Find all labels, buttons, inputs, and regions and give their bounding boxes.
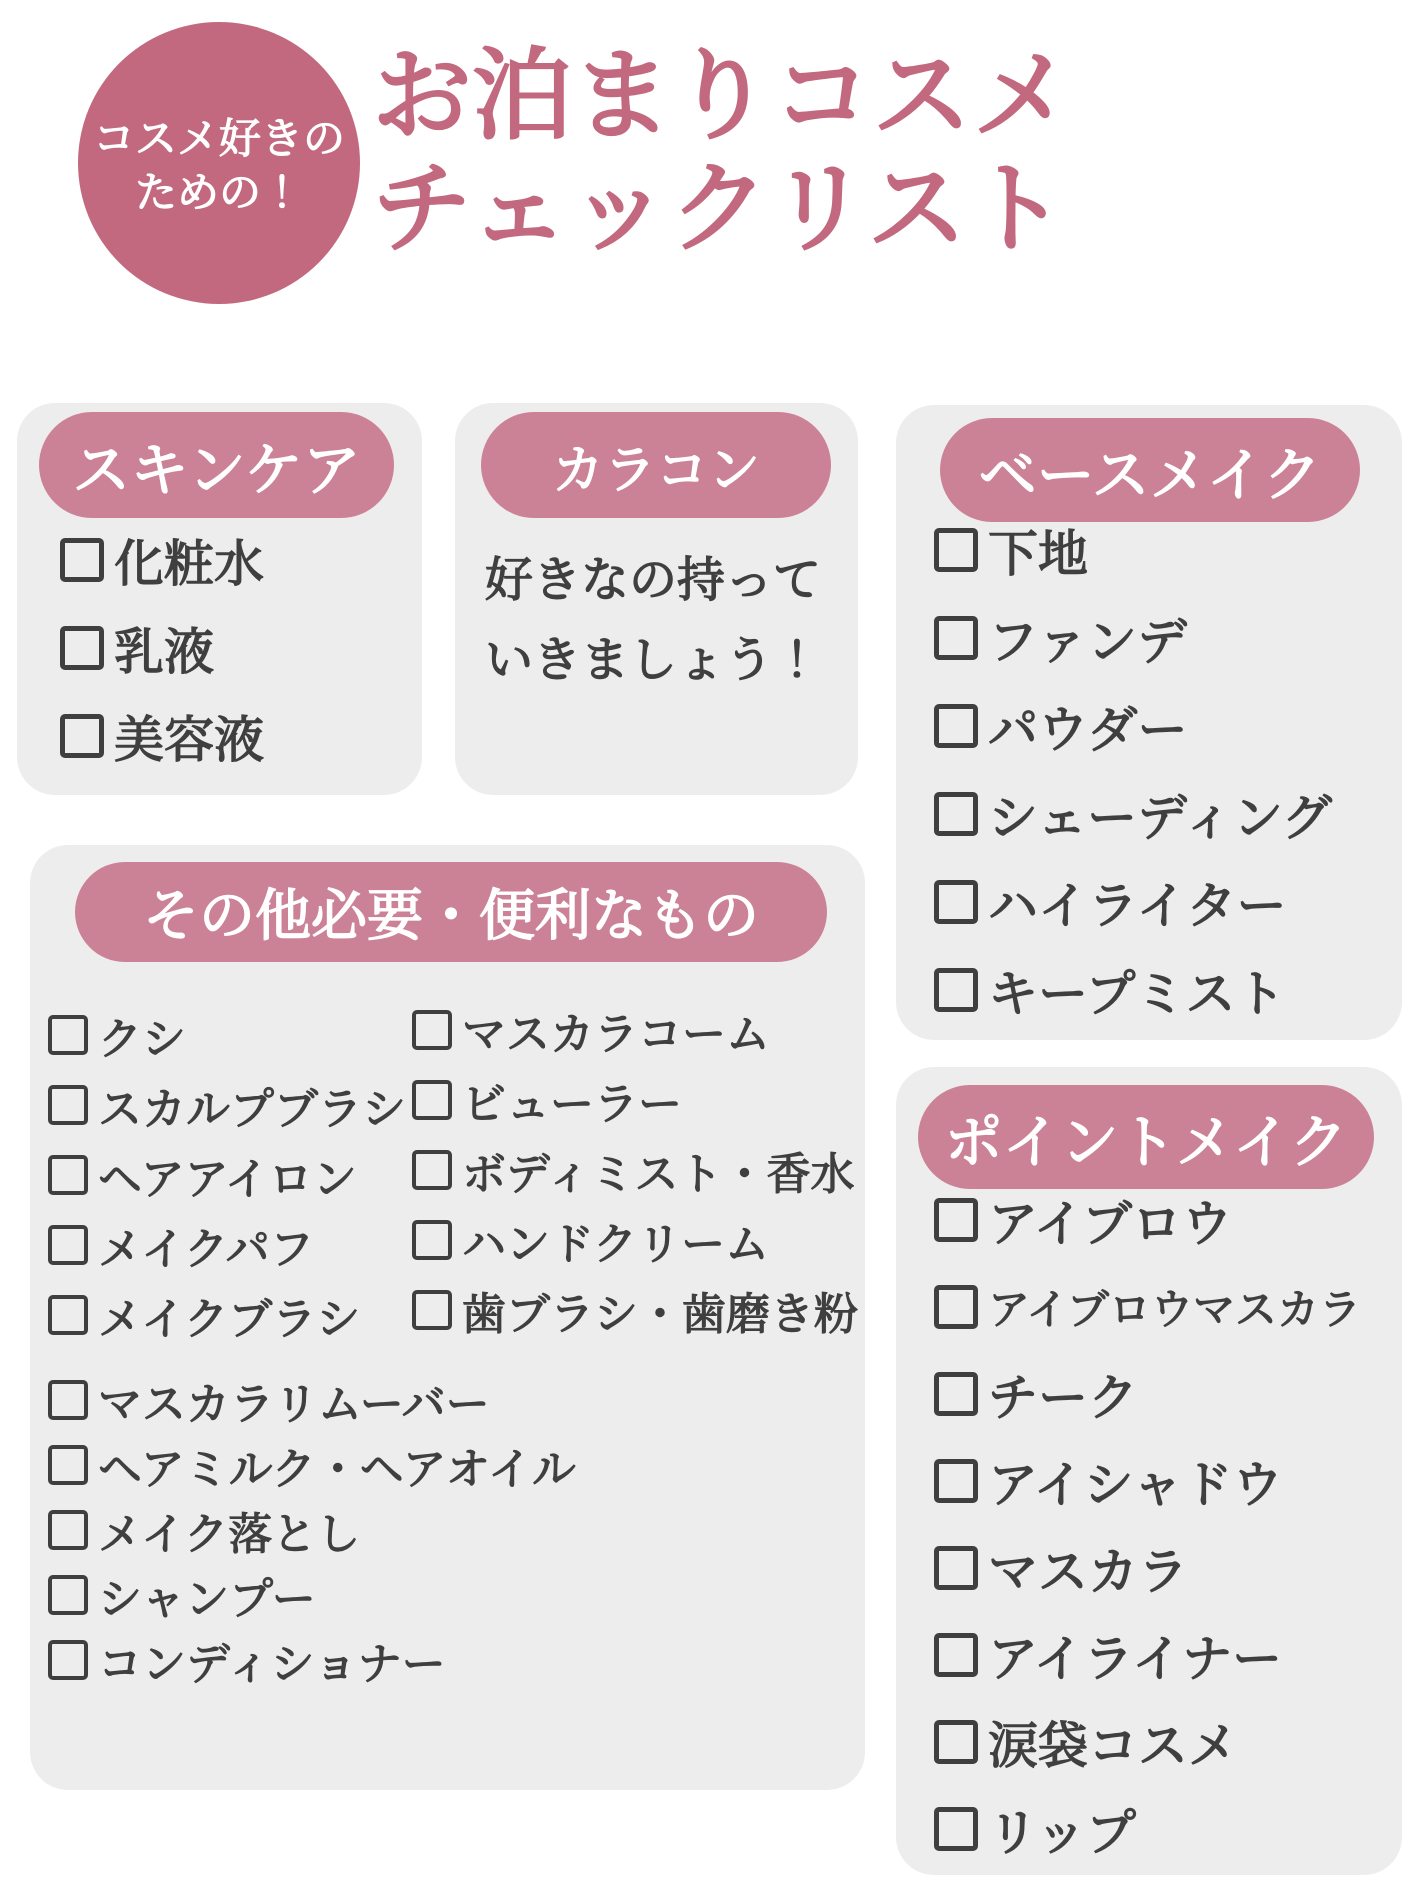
checklist-item bbox=[934, 1451, 1283, 1511]
checkbox[interactable] bbox=[412, 1220, 452, 1260]
checklist-item bbox=[412, 1210, 769, 1270]
checkbox[interactable] bbox=[48, 1085, 88, 1125]
section-point-makeup-header: ポイントメイク bbox=[918, 1085, 1374, 1189]
checklist-item bbox=[934, 960, 1286, 1020]
checkbox[interactable] bbox=[934, 968, 978, 1012]
checkbox[interactable] bbox=[48, 1295, 88, 1335]
checklist-item bbox=[412, 1280, 858, 1340]
checklist-item bbox=[48, 1215, 314, 1275]
checkbox[interactable] bbox=[48, 1575, 88, 1615]
checkbox[interactable] bbox=[934, 1633, 978, 1677]
item-label: 化粧水 bbox=[114, 536, 264, 592]
checklist-item bbox=[48, 1630, 446, 1690]
item-label: キープミスト bbox=[988, 966, 1286, 1022]
checkbox[interactable] bbox=[934, 1198, 978, 1242]
item-label: スカルプブラシ bbox=[98, 1085, 406, 1134]
checklist-item bbox=[934, 1538, 1188, 1598]
item-label: ヘアミルク・ヘアオイル bbox=[98, 1445, 576, 1494]
checkbox[interactable] bbox=[412, 1290, 452, 1330]
item-label: ビューラー bbox=[462, 1080, 682, 1129]
section-colorcon bbox=[455, 403, 858, 795]
item-label: ヘアアイロン bbox=[98, 1155, 357, 1204]
checkbox[interactable] bbox=[48, 1640, 88, 1680]
item-label: 歯ブラシ・歯磨き粉 bbox=[462, 1290, 858, 1339]
checkbox[interactable] bbox=[934, 880, 978, 924]
checklist-item bbox=[934, 872, 1287, 932]
checkbox[interactable] bbox=[934, 528, 978, 572]
badge-line2: ための！ bbox=[134, 169, 303, 216]
item-label: ボディミスト・香水 bbox=[462, 1150, 855, 1199]
checklist-item bbox=[934, 1712, 1238, 1772]
checkbox[interactable] bbox=[412, 1150, 452, 1190]
checkbox[interactable] bbox=[60, 714, 104, 758]
checklist-item bbox=[60, 618, 214, 678]
header-badge-circle bbox=[78, 22, 360, 304]
checkbox[interactable] bbox=[60, 538, 104, 582]
checkbox[interactable] bbox=[48, 1510, 88, 1550]
checklist-item bbox=[934, 1625, 1282, 1685]
checklist-item bbox=[412, 1000, 770, 1060]
item-label: アイブロウマスカラ bbox=[988, 1286, 1361, 1333]
item-label: ハンドクリーム bbox=[462, 1220, 770, 1269]
item-label: マスカラコーム bbox=[462, 1010, 770, 1059]
checkbox[interactable] bbox=[934, 1807, 978, 1851]
item-label: アイシャドウ bbox=[988, 1457, 1283, 1513]
checklist-item bbox=[412, 1140, 854, 1200]
colorcon-note-line1: 好きなの持って bbox=[485, 553, 822, 607]
checklist-item bbox=[48, 1435, 576, 1495]
item-label: コンディショナー bbox=[98, 1640, 446, 1689]
item-label: アイライナー bbox=[988, 1631, 1282, 1687]
checkbox[interactable] bbox=[934, 1546, 978, 1590]
checklist-item bbox=[48, 1005, 186, 1065]
checkbox[interactable] bbox=[48, 1155, 88, 1195]
section-skincare-header: スキンケア bbox=[39, 412, 394, 518]
checkbox[interactable] bbox=[48, 1015, 88, 1055]
checklist-item bbox=[934, 1364, 1138, 1424]
checklist-item bbox=[934, 1799, 1136, 1859]
checklist-item bbox=[48, 1500, 360, 1560]
section-point-makeup bbox=[896, 1067, 1402, 1875]
item-label: メイクパフ bbox=[98, 1225, 314, 1274]
checkbox[interactable] bbox=[412, 1010, 452, 1050]
item-label: 涙袋コスメ bbox=[988, 1718, 1238, 1774]
page-title-line1: お泊まりコスメ bbox=[372, 40, 1072, 152]
item-label: 乳液 bbox=[114, 624, 214, 680]
item-label: 下地 bbox=[988, 526, 1088, 582]
checkbox[interactable] bbox=[48, 1380, 88, 1420]
checkbox[interactable] bbox=[934, 1720, 978, 1764]
checkbox[interactable] bbox=[934, 1285, 978, 1329]
checklist-item bbox=[934, 696, 1188, 756]
item-label: クシ bbox=[98, 1015, 186, 1064]
checklist-item bbox=[934, 784, 1332, 844]
item-label: メイクブラシ bbox=[98, 1295, 361, 1344]
checklist-item bbox=[48, 1075, 406, 1135]
checkbox[interactable] bbox=[48, 1225, 88, 1265]
badge-line1: コスメ好きの bbox=[92, 115, 345, 163]
checklist-item bbox=[934, 1190, 1232, 1250]
checkbox[interactable] bbox=[412, 1080, 452, 1120]
checklist-item bbox=[934, 520, 1088, 580]
section-other-header: その他必要・便利なもの bbox=[75, 862, 827, 962]
item-label: メイク落とし bbox=[98, 1510, 361, 1559]
checkbox[interactable] bbox=[934, 704, 978, 748]
section-skincare bbox=[17, 403, 422, 795]
colorcon-note-line2: いきましょう！ bbox=[485, 633, 822, 687]
page-title bbox=[372, 40, 1072, 266]
checkbox[interactable] bbox=[934, 792, 978, 836]
item-label: ハイライター bbox=[988, 878, 1287, 934]
section-base-makeup-header: ベースメイク bbox=[940, 418, 1360, 522]
checklist-item bbox=[60, 530, 264, 590]
item-label: チーク bbox=[988, 1370, 1138, 1426]
section-base-makeup bbox=[896, 405, 1402, 1040]
checklist-item bbox=[934, 608, 1187, 668]
checklist-item bbox=[48, 1370, 490, 1430]
item-label: シャンプー bbox=[98, 1575, 316, 1624]
checklist-item bbox=[48, 1285, 360, 1345]
checklist-item bbox=[60, 706, 264, 766]
checkbox[interactable] bbox=[934, 1372, 978, 1416]
item-label: 美容液 bbox=[114, 712, 264, 768]
checkbox[interactable] bbox=[934, 1459, 978, 1503]
section-other bbox=[30, 845, 865, 1790]
item-label: マスカラリムーバー bbox=[98, 1380, 490, 1429]
checklist-item bbox=[48, 1145, 357, 1205]
item-label: アイブロウ bbox=[988, 1196, 1232, 1252]
section-colorcon-header: カラコン bbox=[481, 412, 831, 518]
checklist-item bbox=[412, 1070, 682, 1130]
page-title-line2: チェックリスト bbox=[372, 153, 1067, 265]
checkbox[interactable] bbox=[60, 626, 104, 670]
item-label: リップ bbox=[988, 1805, 1136, 1861]
item-label: マスカラ bbox=[988, 1544, 1188, 1600]
item-label: ファンデ bbox=[988, 614, 1187, 670]
checklist-item bbox=[48, 1565, 316, 1625]
item-label: シェーディング bbox=[988, 790, 1332, 846]
checkbox[interactable] bbox=[48, 1445, 88, 1485]
item-label: パウダー bbox=[988, 702, 1188, 758]
checklist-item bbox=[934, 1277, 1361, 1337]
checkbox[interactable] bbox=[934, 616, 978, 660]
